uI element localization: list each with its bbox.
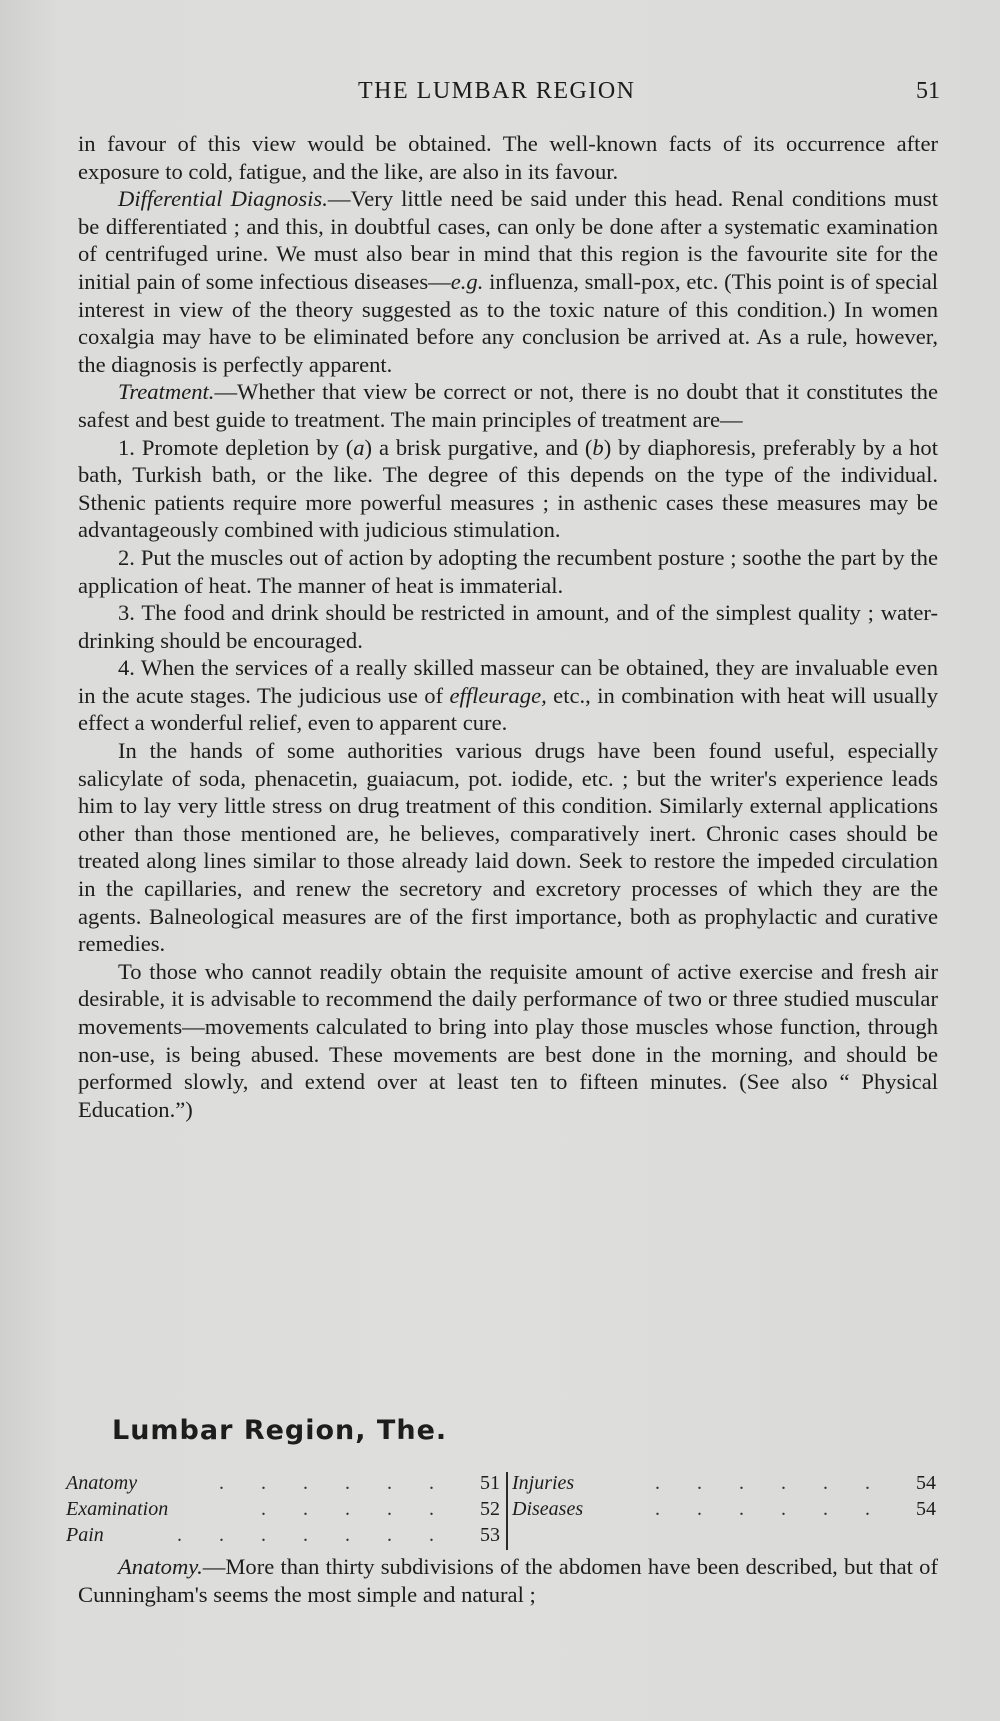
index-column-left: [66, 1470, 500, 1548]
index-entry: [66, 1522, 500, 1548]
subheading-anatomy: Anatomy.: [118, 1554, 203, 1579]
section-heading: Lumbar Region, The.: [112, 1415, 448, 1446]
leader-dots: . . . . . .: [219, 1472, 450, 1494]
index-page: 54: [916, 1472, 936, 1494]
column-divider: [506, 1472, 508, 1550]
page-number: 51: [916, 78, 940, 104]
paragraph-text: ) a brisk purgative, and (: [364, 434, 593, 460]
treatment-item-3: 3. The food and drink should be restricted in amount, and of the simplest quality ; water-drinking should be encouraged.: [78, 600, 938, 653]
paragraph-anatomy-text: [78, 1553, 938, 1608]
index-term: Injuries: [512, 1472, 575, 1494]
paragraph-text: —Very little need be said under this head. Renal conditions must be differentiated ; and this, in doubtful cases, can only be done after a systematic examination of centrifuged urine. We must also bear in mind that this region is the favourite site for the initial pain of some infectious diseases—: [78, 186, 938, 294]
body-text: [78, 130, 938, 1123]
index-entry: [512, 1470, 936, 1496]
index-entry: [66, 1496, 500, 1522]
running-title: THE LUMBAR REGION: [358, 78, 636, 104]
leader-dots: . . . . . .: [655, 1472, 886, 1494]
index-page: 53: [480, 1524, 500, 1546]
index-page: 54: [916, 1498, 936, 1520]
index-page: 52: [480, 1498, 500, 1520]
index-term: Examination: [66, 1498, 169, 1520]
treatment-item-1: [78, 434, 938, 544]
paragraph-differential-diagnosis: [78, 185, 938, 378]
treatment-item-2: 2. Put the muscles out of action by adopting the recumbent posture ; soothe the part by the application of heat. The manner of heat is immaterial.: [78, 544, 938, 598]
list-marker-b: b: [592, 434, 604, 460]
subheading-treatment: Treatment.: [118, 379, 215, 405]
term-effleurage: effleurage,: [449, 682, 547, 708]
paragraph-exercise: To those who cannot readily obtain the requisite amount of active exercise and fresh air desirable, it is advisable to recommend the daily performance of two or three studied muscular movements—movements calculated to bring into play those muscles whose function, through non-use, is being abused. These movements are best done in the morning, and should be performed slowly, and extend over at least ten to fifteen minutes. (See also “ Physical Education.”): [78, 958, 938, 1122]
paragraph-text: —More than thirty subdivisions of the abdomen have been described, but that of Cunningham's seems the most simple and natural ;: [78, 1554, 938, 1607]
leader-dots: . . . . .: [261, 1498, 450, 1520]
leader-dots: . . . . . . .: [177, 1524, 450, 1546]
leader-dots: . . . . . .: [655, 1498, 886, 1520]
paragraph-text: ) by diaphoresis, preferably by a hot bath, Turkish bath, or the like. The degree of this depends on the type of the individual. Sthenic patients require more powerful measures ; in asthenic cases these measures may be advantageously combined with judicious stimulation.: [78, 434, 938, 543]
subheading-differential-diagnosis: Differential Diagnosis.: [118, 186, 328, 212]
index-column-right: [512, 1470, 936, 1522]
paragraph-text: 4. When the services of a really skilled masseur can be obtained, they are invaluable even in the acute stages. The judicious use of: [78, 655, 938, 708]
abbreviation-eg: e.g.: [450, 268, 484, 294]
paragraph-drugs: In the hands of some authorities various drugs have been found useful, especially salicylate of soda, phenacetin, guaiacum, pot. iodide, etc. ; but the writer's experience leads him to lay very little stress on drug treatment of this condition. Similarly external applications other than those mentioned are, he believes, comparatively inert. Chronic cases should be treated along lines similar to those already laid down. Seek to restore the impeded circulation in the capillaries, and renew the secretory and excretory processes of which they are the agents. Balneological measures are of the first importance, both as prophylactic and curative remedies.: [78, 738, 938, 957]
treatment-item-4: [78, 654, 938, 737]
paragraph-anatomy: [78, 1553, 938, 1608]
paragraph-text: 1. Promote depletion by (: [118, 434, 354, 460]
paragraph-text: influenza, small-pox, etc. (This point is of special interest in view of the theory suggested as to the toxic nature of this condition.) In women coxalgia may have to be eliminated before any conclusion be arrived at. As a rule, however, the diagnosis is perfectly apparent.: [78, 268, 939, 377]
index-page: 51: [480, 1472, 500, 1494]
paragraph-treatment: [78, 378, 938, 433]
index-entry: [512, 1496, 936, 1522]
index-term: Pain: [66, 1524, 104, 1546]
paragraph-continuation: in favour of this view would be obtained. The well-known facts of its occurrence after exposure to cold, fatigue, and the like, are also in its favour.: [78, 131, 938, 184]
index-entry: [66, 1470, 500, 1496]
index-term: Anatomy: [66, 1472, 138, 1494]
paragraph-text: etc., in combination with heat will usually effect a wonderful relief, even to apparent cure.: [78, 682, 938, 736]
index-term: Diseases: [512, 1498, 584, 1520]
list-marker-a: a: [353, 434, 365, 460]
running-header: [0, 78, 1000, 108]
paragraph-text: —Whether that view be correct or not, there is no doubt that it constitutes the safest and best guide to treatment. The main principles of treatment are—: [78, 379, 938, 432]
